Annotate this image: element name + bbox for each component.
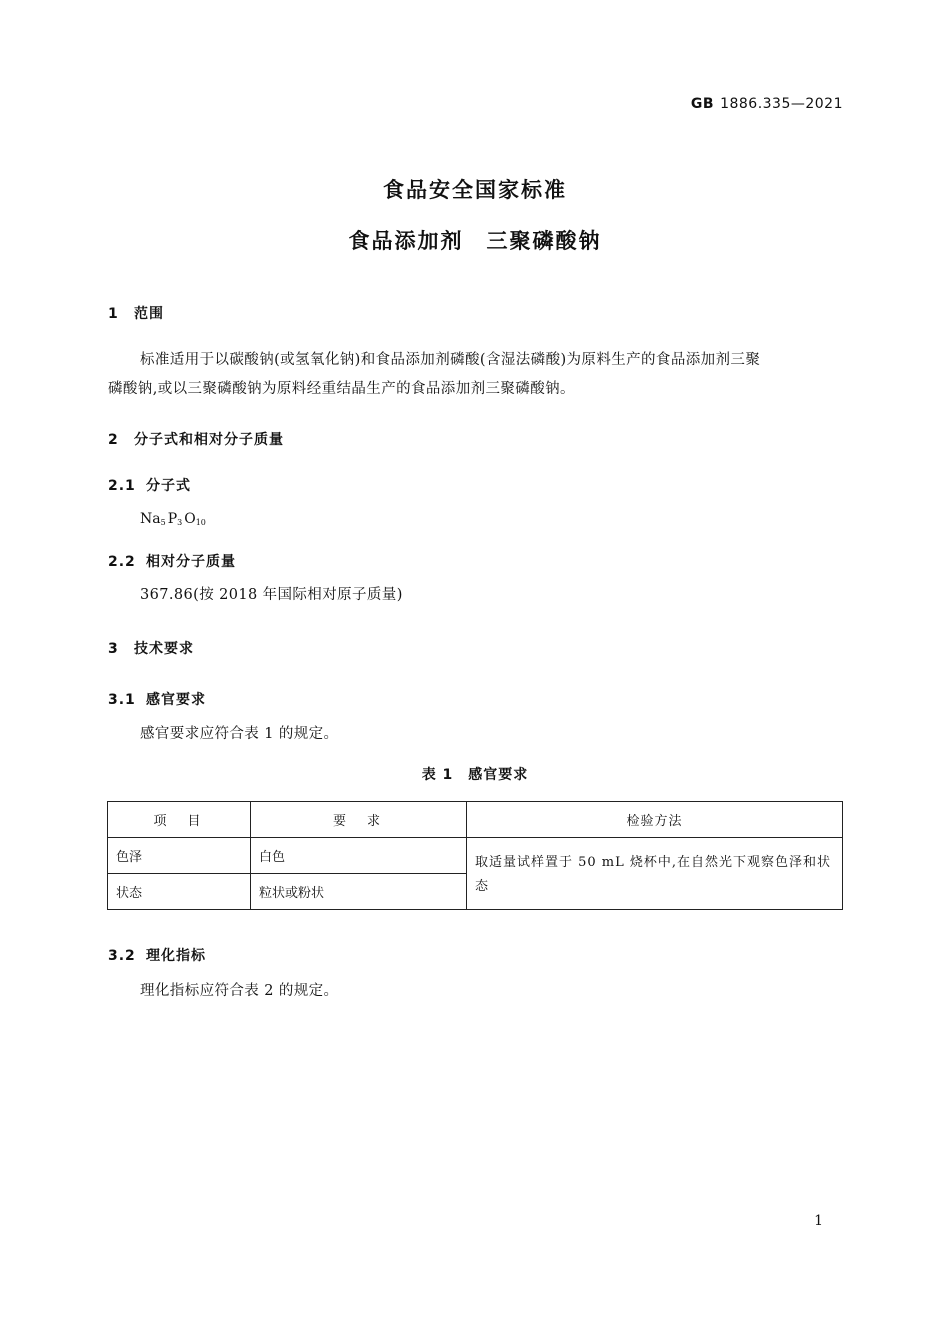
molecular-mass-text: 367.86(按 2018 年国际相对原子质量): [140, 587, 403, 603]
row-item: 状态: [108, 874, 251, 910]
scope-text-line2: 磷酸钠,或以三聚磷酸钠为原料经重结晶生产的食品添加剂三聚磷酸钠。: [108, 381, 575, 397]
section-2-1-heading: [108, 475, 191, 495]
sensory-requirement-text: 感官要求应符合表 1 的规定。: [140, 726, 339, 742]
section-number: 2: [108, 432, 119, 448]
standard-prefix: GB: [690, 96, 715, 112]
section-3-heading: [108, 638, 194, 658]
main-title: 食品安全国家标准: [383, 178, 567, 202]
row-item: 色泽: [108, 838, 251, 874]
molecular-formula: [140, 511, 208, 527]
header-method: 检验方法: [467, 802, 843, 838]
standard-code: 1886.335—2021: [720, 96, 843, 112]
section-title: 分子式: [146, 478, 191, 494]
section-title: 分子式和相对分子质量: [134, 432, 284, 448]
physicochemical-text: 理化指标应符合表 2 的规定。: [140, 983, 339, 999]
section-title: 技术要求: [134, 641, 194, 657]
section-number: 3.2: [108, 948, 136, 964]
section-3-1-heading: [108, 689, 206, 709]
row-requirement: 白色: [251, 838, 467, 874]
standard-number: [691, 96, 843, 112]
page-number: 1: [814, 1213, 823, 1229]
section-2-heading: [108, 429, 284, 449]
row-requirement: 粒状或粉状: [251, 874, 467, 910]
section-title: 感官要求: [146, 692, 206, 708]
header-item: 项 目: [108, 802, 251, 838]
table-row: [108, 838, 843, 874]
section-title: 理化指标: [146, 948, 206, 964]
section-title: 范围: [134, 306, 164, 322]
section-1-heading: [108, 303, 164, 323]
scope-text-line1: 标准适用于以碳酸钠(或氢氧化钠)和食品添加剂磷酸(含湿法磷酸)为原料生产的食品添加剂三聚: [140, 352, 761, 368]
formula-o-sub: 10: [195, 518, 206, 527]
section-number: 3.1: [108, 692, 136, 708]
formula-o: O: [184, 511, 196, 527]
test-method-cell: 取适量试样置于 50 mL 烧杯中,在自然光下观察色泽和状态: [467, 838, 843, 910]
section-3-2-heading: [108, 945, 206, 965]
section-title: 相对分子质量: [146, 554, 236, 570]
formula-na: Na: [140, 511, 161, 527]
section-number: 2.1: [108, 478, 136, 494]
section-2-2-heading: [108, 551, 236, 571]
table-1-caption: 表 1 感官要求: [421, 767, 529, 783]
formula-p-sub: 3: [177, 518, 183, 527]
header-requirement: 要 求: [251, 802, 467, 838]
table-header-row: [108, 802, 843, 838]
formula-na-sub: 5: [160, 518, 166, 527]
section-number: 3: [108, 641, 119, 657]
formula-p: P: [167, 511, 178, 527]
sub-title: 食品添加剂 三聚磷酸钠: [348, 229, 602, 253]
section-number: 2.2: [108, 554, 136, 570]
sensory-requirements-table: [107, 801, 843, 910]
section-number: 1: [108, 306, 119, 322]
